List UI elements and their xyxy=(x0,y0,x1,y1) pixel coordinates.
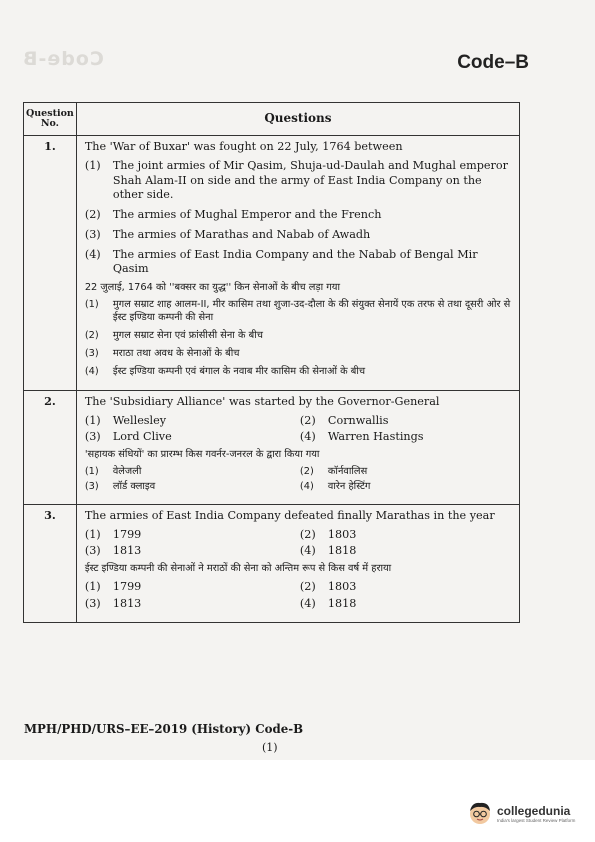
question-row-1 xyxy=(24,136,520,391)
option-hi: (4) ईस्ट इण्डिया कम्पनी एवं बंगाल के नवाब मीर कासिम की सेनाओं के बीच xyxy=(84,365,366,377)
question-body xyxy=(76,504,519,622)
option-en: (2) 1803 xyxy=(299,527,357,541)
brand-name: collegedunia xyxy=(497,803,571,818)
question-no-header: Question No. xyxy=(24,103,77,136)
question-stem-hi: 22 जुलाई, 1764 को ''बक्सर का युद्ध'' किन सेनाओं के बीच लड़ा गया xyxy=(84,282,341,294)
question-stem-en: The 'War of Buxar' was fought on 22 July, 1764 between xyxy=(84,140,403,153)
option-hi: (2) कॉर्नवालिस xyxy=(299,466,368,478)
show-through-code-text: Code-B xyxy=(22,48,104,70)
option-en: (3) 1813 xyxy=(84,544,142,558)
collegedunia-watermark xyxy=(467,800,575,826)
question-stem-en: The armies of East India Company defeated finally Marathas in the year xyxy=(84,508,495,522)
option-hi: (1) वेलेजली xyxy=(84,466,142,478)
option-en: (2) Cornwallis xyxy=(299,413,389,427)
student-avatar-icon xyxy=(467,800,493,826)
page-number: (1) xyxy=(262,741,278,754)
options-hi-grid xyxy=(85,466,515,494)
option-hi: (1) 1799 xyxy=(84,580,142,594)
questions-table xyxy=(23,102,520,623)
options-en-grid xyxy=(85,528,515,560)
option-hi: (3) मराठा तथा अवध के सेनाओं के बीच xyxy=(84,347,240,359)
options-hi-grid xyxy=(85,580,515,612)
option-hi: (3) लॉर्ड क्लाइव xyxy=(84,480,156,492)
option-en: (4) Warren Hastings xyxy=(299,430,424,444)
option-en: (4) 1818 xyxy=(299,544,357,558)
question-stem-hi: 'सहायक संधियों' का प्रारम्भ किस गवर्नर-जनरल के द्वारा किया गया xyxy=(84,449,320,461)
option-en: (3) The armies of Marathas and Nabab of Awadh xyxy=(84,227,371,241)
option-hi: (4) वारेन हेस्टिंग xyxy=(299,480,371,492)
question-body xyxy=(76,390,519,504)
brand-tagline: India's largest Student Review Platform xyxy=(497,817,576,823)
question-number: 3. xyxy=(24,504,77,622)
option-en: (1) 1799 xyxy=(84,527,142,541)
option-hi: (3) 1813 xyxy=(84,596,142,610)
option-en: (2) The armies of Mughal Emperor and the French xyxy=(84,208,382,222)
option-en: (1) Wellesley xyxy=(84,413,167,427)
option-en: (1) The joint armies of Mir Qasim, Shuja-ud-Daulah and Mughal emperor Shah Alam-II on side and the army of East India Company on the other side. xyxy=(84,158,508,202)
paper-code: Code–B xyxy=(457,52,529,73)
question-body xyxy=(76,136,519,391)
option-hi: (1) मुगल सम्राट शाह आलम-II, मीर कासिम तथा शुजा-उद-दौला के की संयुक्त सेनायें एक तरफ से तथा दूसरी ओर से ईस्ट इण्डिया कम्पनी की सेना xyxy=(84,299,511,324)
option-en: (4) The armies of East India Company and the Nabab of Bengal Mir Qasim xyxy=(84,247,478,276)
question-row-3 xyxy=(24,504,520,622)
question-row-2 xyxy=(24,390,520,504)
question-number: 2. xyxy=(24,390,77,504)
questions-header: Questions xyxy=(76,103,519,136)
option-hi: (4) 1818 xyxy=(299,596,357,610)
option-hi: (2) 1803 xyxy=(299,580,357,594)
question-stem-hi: ईस्ट इण्डिया कम्पनी की सेनाओं ने मराठों की सेना को अन्तिम रूप से किस वर्ष में हराया xyxy=(84,563,392,575)
table-header-row xyxy=(24,103,520,136)
option-en: (3) Lord Clive xyxy=(84,430,172,444)
options-en-grid xyxy=(85,414,515,446)
question-stem-en: The 'Subsidiary Alliance' was started by the Governor-General xyxy=(84,394,440,408)
paper-footer: MPH/PHD/URS–EE–2019 (History) Code-B xyxy=(24,722,304,736)
option-hi: (2) मुगल सम्राट सेना एवं फ्रांसीसी सेना के बीच xyxy=(84,330,263,342)
question-number: 1. xyxy=(24,136,77,391)
